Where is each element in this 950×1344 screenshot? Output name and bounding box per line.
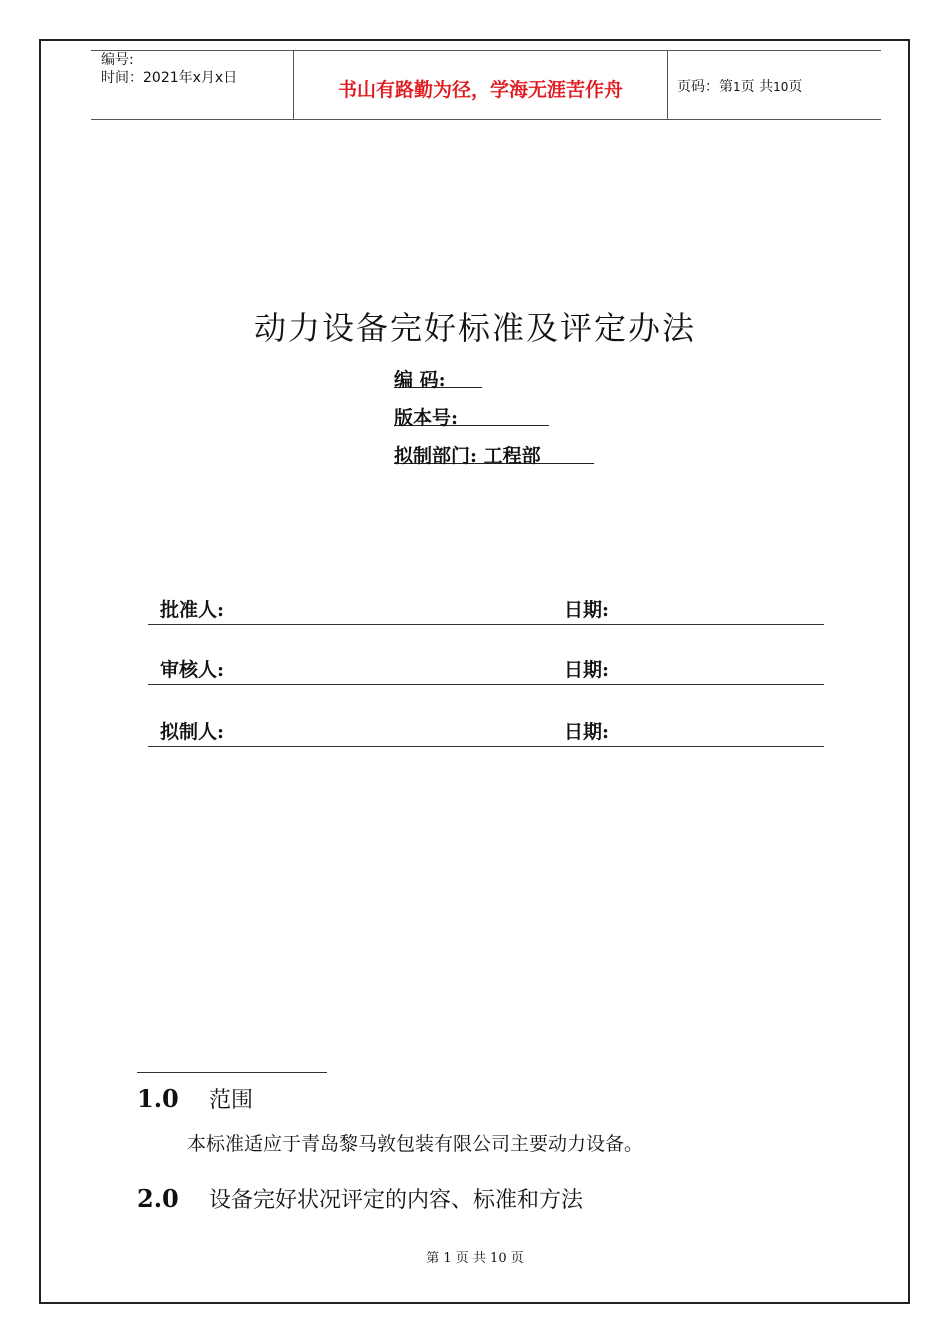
section-title: 设备完好状况评定的内容、标准和方法 (209, 1188, 584, 1213)
page-total: 10 (773, 80, 789, 94)
header-left-cell (91, 51, 293, 119)
section-scope-heading (137, 1083, 253, 1114)
page-mid: 页 共 (740, 79, 774, 95)
page-footer: 第 1 页 共 10 页 (426, 1251, 524, 1266)
section-number: 2.0 (137, 1184, 179, 1213)
page-number: 1 (733, 80, 741, 94)
code-label: 编 码: (394, 365, 482, 388)
header-motto: 书山有路勤为径，学海无涯苦作舟 (337, 79, 623, 101)
dept-value: 工程部 (483, 445, 541, 467)
signature-row-drafter (148, 716, 824, 747)
header-motto-cell (293, 51, 668, 119)
drafter-date-label: 日期: (564, 721, 610, 743)
dept-label: 拟制部门: (394, 445, 478, 467)
version-field (394, 403, 549, 429)
scope-paragraph: 本标准适应于青岛黎马敦包装有限公司主要动力设备。 (187, 1133, 644, 1155)
doc-number-label: 编号: (101, 52, 134, 68)
section-evaluation-heading (137, 1183, 583, 1214)
section-title: 范围 (209, 1088, 254, 1113)
page-header (91, 50, 881, 120)
reviewer-date-label: 日期: (564, 659, 610, 681)
approver-date-label: 日期: (564, 599, 610, 621)
header-page-info (677, 76, 802, 96)
drafter-label: 拟制人: (160, 721, 225, 743)
version-label: 版本号: (394, 403, 549, 426)
approver-label: 批准人: (160, 599, 225, 621)
header-page-cell (667, 51, 881, 119)
reviewer-label: 审核人: (160, 659, 225, 681)
page-prefix: 页码：第 (677, 79, 733, 95)
document-title: 动力设备完好标准及评定办法 (253, 309, 696, 347)
page-suffix: 页 (788, 79, 803, 95)
section-number: 1.0 (137, 1084, 179, 1113)
code-field (394, 365, 482, 391)
signature-row-reviewer (148, 654, 824, 685)
footnote-separator (137, 1072, 327, 1073)
signature-row-approver (148, 594, 824, 625)
doc-time-label: 时间：2021年x月x日 (101, 70, 238, 86)
dept-field (394, 441, 594, 467)
